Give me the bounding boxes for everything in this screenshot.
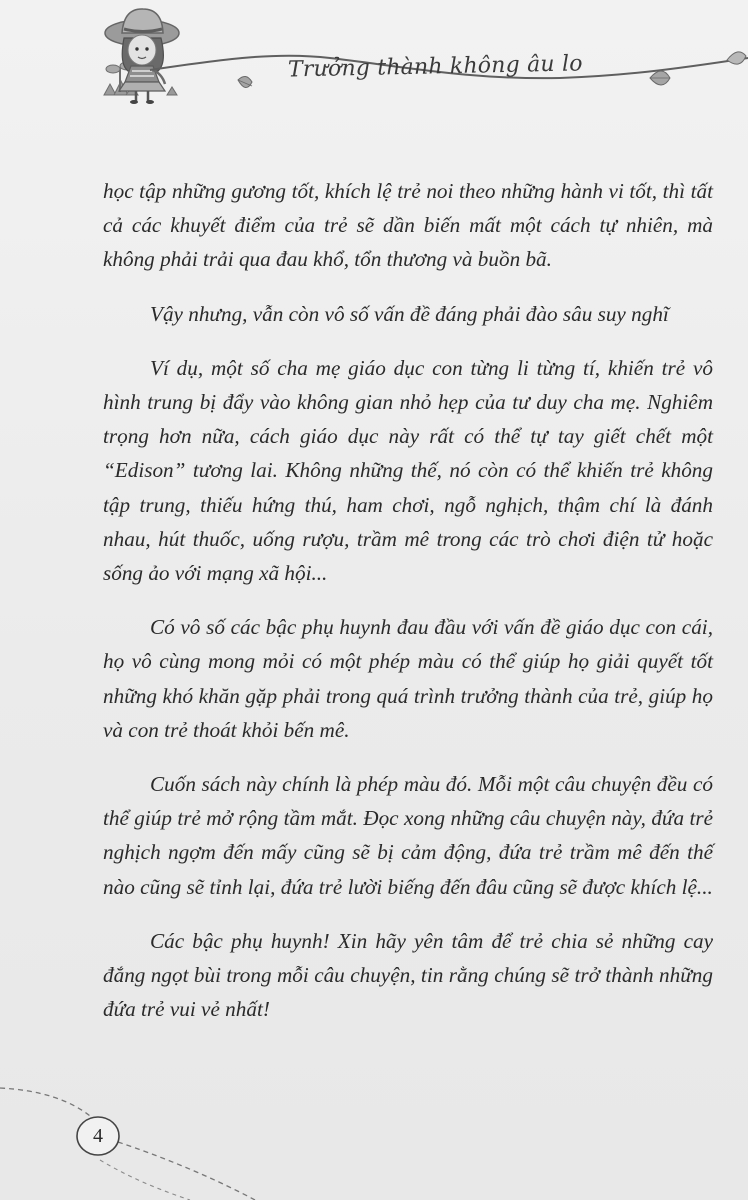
dashed-line-lower: [118, 1142, 255, 1200]
paragraph-5: Cuốn sách này chính là phép màu đó. Mỗi một câu chuyện đều có thể giúp trẻ mở rộng tầm mắt. Đọc xong những câu chuyện này, đứa trẻ nghịch ngợm đến mấy cũng sẽ bị cảm động, đứa trẻ trầm mê đến thế nào cũng sẽ tỉnh lại, đứa trẻ lười biếng đến đâu cũng sẽ được khích lệ...: [103, 772, 713, 899]
dashed-line-upper: [0, 1088, 90, 1116]
leaf-icon-corner: [727, 52, 746, 64]
running-title: Trưởng thành không âu lo: [287, 51, 583, 83]
page-number: 4: [93, 1125, 103, 1147]
leaf-icon: [238, 76, 252, 87]
paragraph-4: Có vô số các bậc phụ huynh đau đầu với vấn đề giáo dục con cái, họ vô cùng mong mỏi có một phép màu có thể giúp họ giải quyết tốt những khó khăn gặp phải trong quá trình trưởng thành của trẻ, giúp họ và con trẻ thoát khỏi bến mê.: [103, 615, 713, 742]
paragraph-6: Các bậc phụ huynh! Xin hãy yên tâm để trẻ chia sẻ những cay đắng ngọt bùi trong mỗi câu chuyện, tin rằng chúng sẽ trở thành những đứa trẻ vui vẻ nhất!: [103, 928, 713, 1022]
body-text: [103, 174, 713, 1046]
paragraph-2: Vậy nhưng, vẫn còn vô số vấn đề đáng phải đào sâu suy nghĩ: [150, 301, 669, 326]
dashed-line-bottom: [100, 1160, 190, 1200]
footer-decoration: [0, 1060, 320, 1200]
leaf-icon-right: [650, 71, 670, 85]
paragraph-1: học tập những gương tốt, khích lệ trẻ noi theo những hành vi tốt, thì tất cả các khuyết điểm của trẻ sẽ dần biến mất một cách tự nhiên, mà không phải trải qua đau khổ, tổn thương và buồn bã.: [103, 179, 713, 272]
paragraph-3: Ví dụ, một số cha mẹ giáo dục con từng li từng tí, khiến trẻ vô hình trung bị đẩy vào không gian nhỏ hẹp của tư duy cha mẹ. Nghiêm trọng hơn nữa, cách giáo dục này rất có thể tự tay giết chết một “Edison” tương lai. Không những thế, nó còn có thể khiến trẻ không tập trung, thiếu hứng thú, ham chơi, ngỗ nghịch, thậm chí là đánh nhau, hút thuốc, uống rượu, trầm mê trong các trò chơi điện tử hoặc sống ảo với mạng xã hội...: [103, 355, 713, 586]
